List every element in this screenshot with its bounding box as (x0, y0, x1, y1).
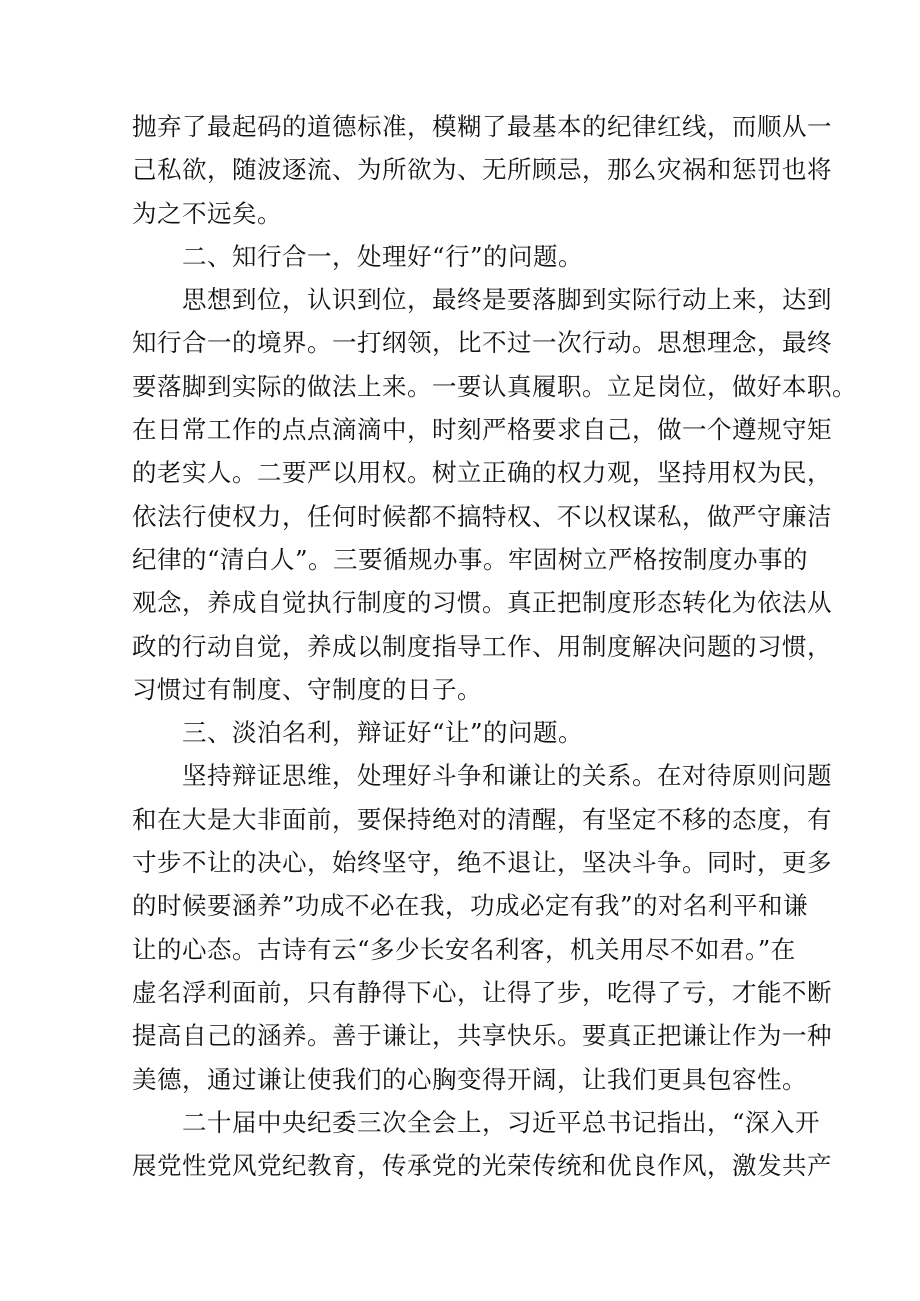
body-line: 习惯过有制度、守制度的日子。 (132, 674, 482, 704)
body-line: 展党性党风党纪教育，传承党的光荣传统和优良作风，激发共产 (132, 1151, 832, 1181)
body-line: 的老实人。二要严以用权。树立正确的权力观，坚持用权为民， (132, 458, 832, 488)
body-line: 二十届中央纪委三次全会上，习近平总书记指出，“深入开 (182, 1107, 821, 1137)
body-line: 美德，通过谦让使我们的心胸变得开阔，让我们更具包容性。 (132, 1064, 807, 1094)
body-line: 观念，养成自觉执行制度的习惯。真正把制度形态转化为依法从 (132, 588, 832, 618)
body-line: 抛弃了最起码的道德标准，模糊了最基本的纪律红线，而顺从一 (132, 112, 832, 141)
body-line: 的时候要涵养”功成不必在我，功成必定有我”的对名利平和谦 (132, 891, 809, 921)
document-body (132, 105, 857, 1187)
body-line: 政的行动自觉，养成以制度指导工作、用制度解决问题的习惯， (132, 631, 832, 661)
body-line: 在日常工作的点点滴滴中，时刻严格要求自己，做一个遵规守矩 (132, 415, 832, 445)
body-line: 寸步不让的决心，始终坚守，绝不退让，坚决斗争。同时，更多 (132, 848, 832, 878)
body-line: 和在大是大非面前，要保持绝对的清醒，有坚定不移的态度，有 (132, 804, 832, 834)
section-heading: 三、淡泊名利，辩证好“让”的问题。 (182, 718, 584, 748)
body-line: 要落脚到实际的做法上来。一要认真履职。立足岗位，做好本职。 (132, 371, 857, 401)
body-line: 坚持辩证思维，处理好斗争和谦让的关系。在对待原则问题 (182, 761, 832, 791)
body-line: 知行合一的境界。一打纲领，比不过一次行动。思想理念，最终 (132, 328, 832, 358)
body-line: 为之不远矣。 (132, 198, 282, 228)
body-line: 提高自己的涵养。善于谦让，共享快乐。要真正把谦让作为一种 (132, 1021, 832, 1051)
body-line: 依法行使权力，任何时候都不搞特权、不以权谋私，做严守廉洁 (132, 501, 832, 531)
body-line: 虚名浮利面前，只有静得下心，让得了步，吃得了亏，才能不断 (132, 977, 832, 1007)
body-line: 己私欲，随波逐流、为所欲为、无所顾忌，那么灾祸和惩罚也将 (132, 155, 832, 185)
body-line: 思想到位，认识到位，最终是要落脚到实际行动上来，达到 (182, 285, 832, 315)
body-line: 纪律的“清白人”。三要循规办事。牢固树立严格按制度办事的 (132, 544, 809, 574)
body-line: 让的心态。古诗有云“多少长安名利客，机关用尽不如君。”在 (132, 934, 796, 964)
section-heading: 二、知行合一，处理好“行”的问题。 (182, 241, 584, 271)
